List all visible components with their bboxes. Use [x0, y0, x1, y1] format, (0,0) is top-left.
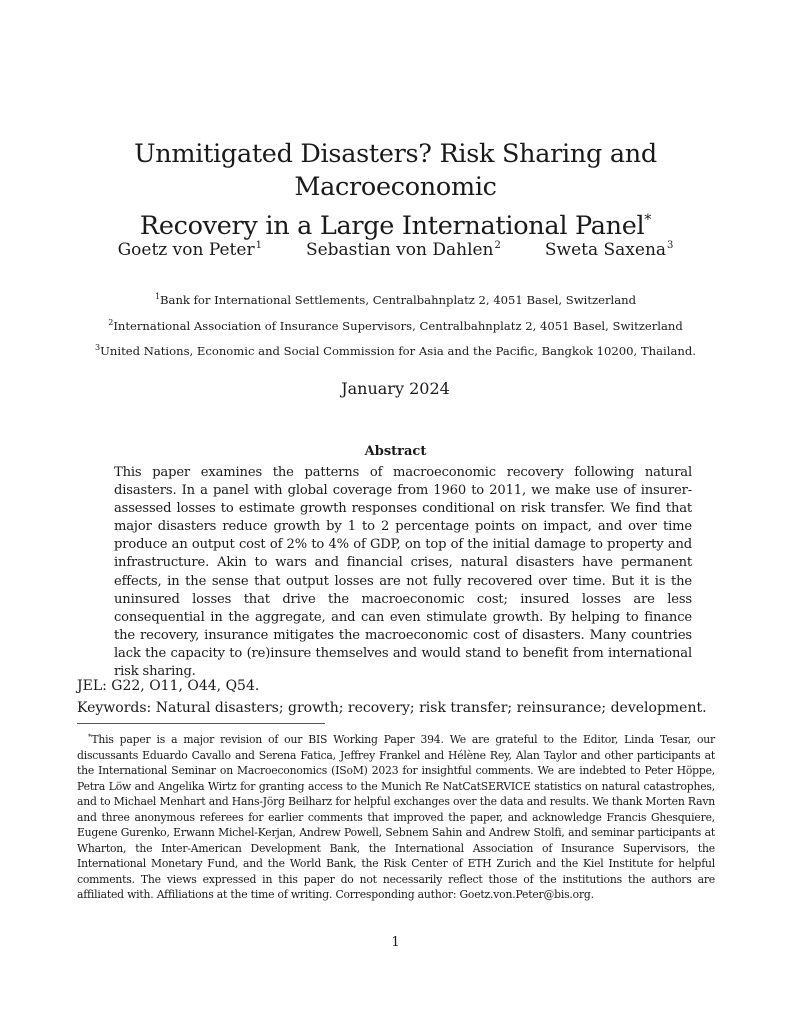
author-name: Goetz von Peter: [117, 240, 255, 260]
affiliation-mark: 3: [95, 343, 101, 352]
author-mark: 1: [255, 240, 262, 251]
affiliation-text: United Nations, Economic and Social Commission for Asia and the Pacific, Bangkok 10200, Thailand.: [100, 344, 696, 358]
author-name: Sweta Saxena: [544, 240, 667, 260]
affiliation-2: [40, 318, 751, 333]
title-line-2-text: Recovery in a Large International Panel: [139, 211, 645, 241]
affiliation-text: International Association of Insurance Supervisors, Centralbahnplatz 2, 4051 Basel, Switzerland: [113, 319, 683, 333]
publication-date: January 2024: [341, 379, 450, 398]
author: [545, 240, 674, 260]
footnote-divider: [77, 723, 325, 724]
affiliation-3: [40, 343, 751, 358]
title-line-1: Unmitigated Disasters? Risk Sharing and Macroeconomic: [134, 139, 657, 202]
title-footnote-mark: *: [644, 212, 652, 228]
author-mark: 3: [667, 240, 674, 251]
author: [118, 240, 262, 260]
paper-title: [40, 138, 751, 243]
abstract-body: This paper examines the patterns of macroeconomic recovery following natural disasters. In a panel with global coverage from 1960 to 2011, we make use of insurer-assessed losses to estimate growth responses conditional on risk transfer. We find that major disasters reduce growth by 1 to 2 percentage points on impact, and over time produce an output cost of 2% to 4% of GDP, on top of the initial damage to property and infrastructure. Akin to wars and financial crises, natural disasters have permanent effects, in the sense that output losses are not fully recovered over time. But it is the uninsured losses that drive the macroeconomic cost; insured losses are less consequential in the aggregate, and can even stimulate growth. By helping to finance the recovery, insurance mitigates the macroeconomic cost of disasters. Many countries lack the capacity to (re)insure themselves and would stand to benefit from international risk sharing.: [114, 465, 692, 680]
keywords: Keywords: Natural disasters; growth; recovery; risk transfer; reinsurance; development.: [77, 700, 707, 716]
abstract-heading: Abstract: [364, 444, 427, 459]
affiliation-1: [40, 292, 751, 307]
author-name: Sebastian von Dahlen: [305, 240, 494, 260]
affiliation-text: Bank for International Settlements, Centralbahnplatz 2, 4051 Basel, Switzerland: [160, 293, 637, 307]
author: [306, 240, 501, 260]
page-number: 1: [391, 935, 400, 950]
title-line-2: [40, 204, 751, 243]
author-list: [0, 240, 791, 260]
title-footnote: [77, 730, 715, 903]
author-mark: 2: [494, 240, 501, 251]
jel-codes: JEL: G22, O11, O44, Q54.: [77, 678, 260, 694]
affiliation-mark: 1: [154, 292, 161, 301]
footnote-mark: *: [88, 733, 92, 741]
footnote-text: This paper is a major revision of our BIS Working Paper 394. We are grateful to the Editor, Linda Tesar, our discussants Eduardo Cavallo and Serena Fatica, Jeffrey Frankel and Hélène Rey, Alan Taylor and other participants at the International Seminar on Macroeconomics (ISoM) 2023 for insightful comments. We are indebted to Peter Höppe, Petra Löw and Angelika Wirtz for granting access to the Munich Re NatCatSERVICE statistics on natural catastrophes, and to Michael Menhart and Hans-Jörg Beilharz for helpful exchanges over the data and results. We thank Morten Ravn and three anonymous referees for earlier comments that improved the paper, and acknowledge Francis Ghesquiere, Eugene Gurenko, Erwann Michel-Kerjan, Andrew Powell, Sebnem Sahin and Andrew Stolfi, and seminar participants at Wharton, the Inter-American Development Bank, the International Association of Insurance Supervisors, the International Monetary Fund, and the World Bank, the Risk Center of ETH Zurich and the Kiel Institute for helpful comments. The views expressed in this paper do not necessarily reflect those of the institutions the authors are affiliated with. Affiliations at the time of writing. Corresponding author: Goetz.von.Peter@bis.org.: [77, 733, 715, 902]
affiliation-mark: 2: [108, 318, 114, 327]
